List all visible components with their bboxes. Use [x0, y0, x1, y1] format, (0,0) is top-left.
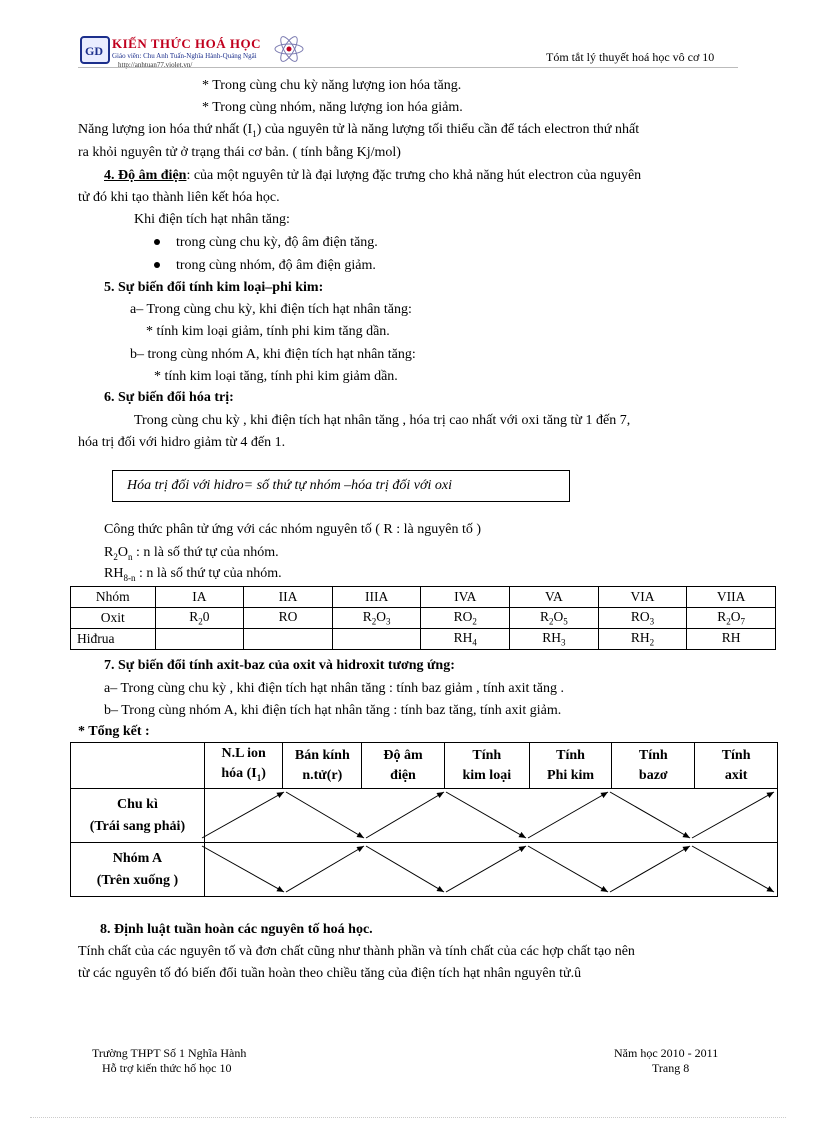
summary-col-ionization: N.L ion hóa $(I_1)$ [204, 743, 283, 789]
hydride-cell: $RH_2$ [598, 629, 687, 650]
section-6-line1: Trong cùng chu kỳ , khi điện tích hạt nhân tăng , hóa trị cao nhất với oxi tăng từ 1 đến 7, [134, 413, 631, 428]
oxide-cell: $RO_2$ [421, 608, 510, 629]
table-header-cell: IIIA [332, 587, 421, 608]
section-5-a: a– Trong cùng chu kỳ, khi điện tích hạt nhân tăng: [130, 302, 412, 317]
logo-subtitle: Giáo viên: Chu Anh Tuấn-Nghĩa Hành-Quảng Ngãi [112, 52, 257, 60]
section-4-bullet1: trong cùng chu kỳ, độ âm điện tăng. [176, 235, 378, 250]
oxide-cell: $R_2O_5$ [510, 608, 599, 629]
svg-text:GD: GD [85, 44, 103, 58]
section-7-title: 7. Sự biến đổi tính axit-baz của oxit và hidroxit tương ứng: [104, 658, 455, 673]
oxide-cell: $R_2O_3$ [332, 608, 421, 629]
section-5-title: 5. Sự biến đổi tính kim loại–phi kim: [104, 280, 324, 295]
section-4-line2: tử đó khi tạo thành liên kết hóa học. [78, 190, 280, 205]
valence-rule-text: Hóa trị đối với hidro= số thứ tự nhóm –hóa trị đối với oxi [127, 478, 452, 493]
summary-col-nonmetallic: Tính Phi kim [529, 743, 612, 789]
logo-title: KIẾN THỨC HOÁ HỌC [112, 36, 261, 51]
oxide-cell: $R_20$ [155, 608, 244, 629]
footer-subject: Hỗ trợ kiến thức hố học 10 [102, 1061, 232, 1075]
section-4-subheading: Khi điện tích hạt nhân tăng: [134, 212, 290, 227]
logo-url: http://anhtuan77.violet.vn/ [118, 61, 193, 69]
ionization-group-down-arrow-icon [202, 846, 284, 892]
summary-col-basicity: Tính bazơ [612, 743, 695, 789]
section-6-line2: hóa trị đối với hidro giảm từ 4 đến 1. [78, 435, 286, 450]
summary-row-label-group: Nhóm A (Trên xuống ) [71, 843, 205, 897]
table-header-cell: IIA [244, 587, 333, 608]
table-header-cell: IA [155, 587, 244, 608]
formula-intro: Công thức phân tử ứng với các nhóm nguyên tố ( R : là nguyên tố ) [104, 522, 481, 537]
document-header-title: Tóm tắt lý thuyết hoá học vô cơ 10 [546, 50, 715, 64]
electronegativity-period-up-arrow-icon [366, 792, 444, 838]
section-5-a-detail: * tính kim loại giảm, tính phi kim tăng dần. [146, 324, 390, 339]
oxide-cell: RO [244, 608, 333, 629]
section-4-title: 4. Độ âm điện [104, 168, 187, 183]
basicity-period-down-arrow-icon [610, 792, 690, 838]
hydride-cell: $RH_4$ [421, 629, 510, 650]
oxide-formula-line: $R_2O_n$ : n là số thứ tự của nhóm. [104, 545, 279, 562]
nonmetallic-period-up-arrow-icon [528, 792, 608, 838]
section-8-title: 8. Định luật tuần hoàn các nguyên tố hoá học. [100, 922, 373, 937]
radius-group-up-arrow-icon [286, 846, 364, 892]
section-4-line1: 4. Độ âm điện: của một nguyên tử là đại lượng đặc trưng cho khả năng hút electron của nguyên [104, 168, 642, 183]
footer-school: Trường THPT Số 1 Nghĩa Hành [92, 1046, 247, 1060]
summary-row-label-period: Chu kì (Trái sang phải) [71, 789, 205, 843]
hydride-cell: $RH_3$ [510, 629, 599, 650]
table-header-cell: VIA [598, 587, 687, 608]
basicity-group-up-arrow-icon [610, 846, 690, 892]
summary-col-metallic: Tính kim loại [444, 743, 529, 789]
radius-period-down-arrow-icon [286, 792, 364, 838]
summary-col-electronegativity: Độ âm điện [362, 743, 445, 789]
summary-col-radius: Bán kính n.tử(r) [283, 743, 362, 789]
section-7-b: b– Trong cùng nhóm A, khi điện tích hạt nhân tăng : tính baz tăng, tính axit giảm. [104, 703, 562, 718]
hydride-cell: RH [687, 629, 776, 650]
row-label-hidrua: Hiđrua [71, 629, 156, 650]
ionization-period-up-arrow-icon [202, 792, 284, 838]
table-header-cell: VIIA [687, 587, 776, 608]
electronegativity-group-down-arrow-icon [366, 846, 444, 892]
bottom-dotted-divider [30, 1117, 786, 1118]
section-5-b: b– trong cùng nhóm A, khi điện tích hạt nhân tăng: [130, 347, 416, 362]
ionization-period-line: * Trong cùng chu kỳ năng lượng ion hóa tăng. [202, 78, 462, 93]
metallic-group-up-arrow-icon [446, 846, 526, 892]
oxide-cell: $RO_3$ [598, 608, 687, 629]
summary-title: * Tổng kết : [78, 724, 150, 739]
ionization-group-line: * Trong cùng nhóm, năng lượng ion hóa giảm. [202, 100, 463, 115]
table-header-cell: VA [510, 587, 599, 608]
nonmetallic-group-down-arrow-icon [528, 846, 608, 892]
oxide-cell: $R_2O_7$ [687, 608, 776, 629]
section-4-bullet2: trong cùng nhóm, độ âm điện giảm. [176, 258, 376, 273]
metallic-period-down-arrow-icon [446, 792, 526, 838]
table-header-cell: Nhóm [71, 587, 156, 608]
footer-page-number: Trang 8 [652, 1061, 690, 1075]
footer-school-year: Năm học 2010 - 2011 [614, 1046, 719, 1060]
ionization-definition-line2: ra khỏi nguyên tử ở trạng thái cơ bản. ( tính bằng Kj/mol) [78, 145, 401, 160]
hydride-formula-line: $RH_{8-n}$ : n là số thứ tự của nhóm. [104, 566, 282, 583]
section-7-a: a– Trong cùng chu kỳ , khi điện tích hạt nhân tăng : tính baz giảm , tính axit tăng . [104, 681, 564, 696]
section-8-line1: Tính chất của các nguyên tố và đơn chất cũng như thành phần và tính chất của các hợp chất tạo nên [78, 944, 635, 959]
summary-col-acidity: Tính axit [695, 743, 778, 789]
section-5-b-detail: * tính kim loại tăng, tính phi kim giảm dần. [154, 369, 398, 384]
section-6-title: 6. Sự biến đổi hóa trị: [104, 390, 234, 405]
table-header-cell: IVA [421, 587, 510, 608]
section-8-line2: từ các nguyên tố đó biến đổi tuần hoàn theo chiều tăng của điện tích hạt nhân nguyên tử.û [78, 966, 582, 981]
row-label-oxit: Oxit [71, 608, 156, 629]
acidity-group-down-arrow-icon [692, 846, 774, 892]
acidity-period-up-arrow-icon [692, 792, 774, 838]
ionization-definition-line1: Năng lượng ion hóa thứ nhất $(I_1)$ của nguyên tử là năng lượng tối thiểu cần để tách electron thứ nhất [78, 122, 640, 139]
